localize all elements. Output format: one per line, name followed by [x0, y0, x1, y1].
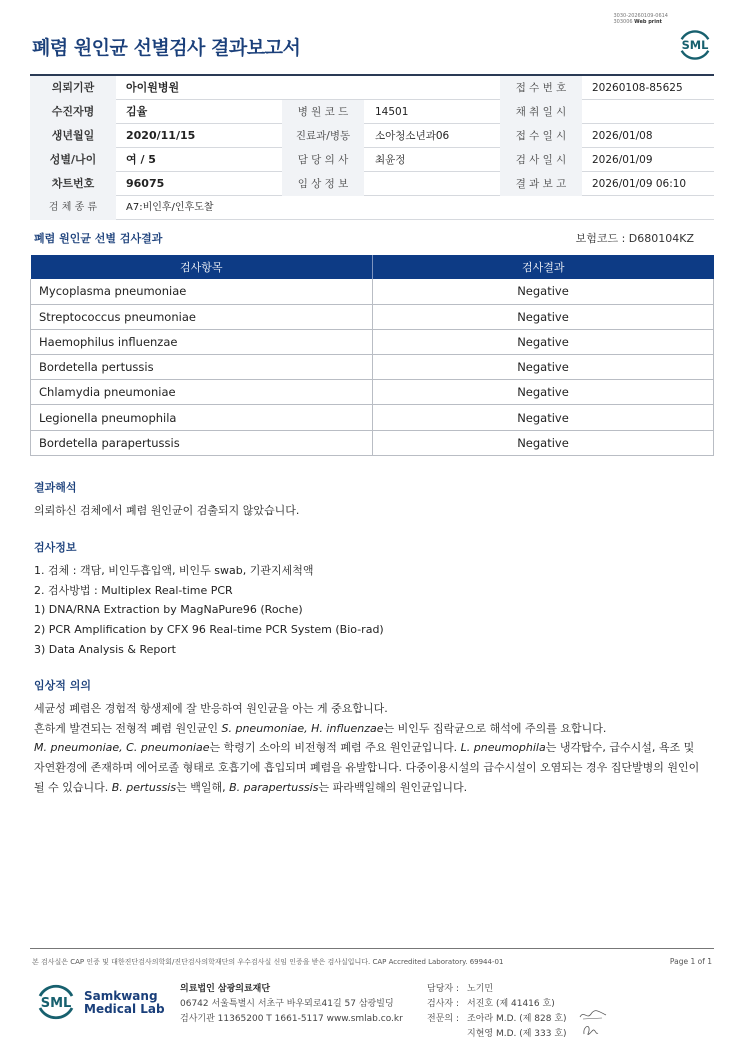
staff-name: 노기민: [467, 984, 494, 994]
interpretation-title: 결과해석: [34, 481, 77, 494]
doc-code-line-2: 303006: [613, 19, 633, 25]
clinical-organism: M. pneumoniae, C. pneumoniae: [34, 741, 210, 755]
test-item: Mycoplasma pneumoniae: [31, 279, 373, 304]
interpretation-section: [34, 478, 724, 521]
test-item: Bordetella pertussis: [31, 355, 373, 380]
info-value: 최윤정: [375, 154, 406, 166]
info-value: [375, 172, 500, 196]
info-label: 의뢰기관: [30, 76, 116, 100]
column-header-item: 검사항목: [31, 255, 373, 279]
clinical-organism: B. pertussis: [111, 780, 177, 794]
footer-divider: [30, 948, 714, 949]
info-value: 20260108-85625: [592, 82, 683, 94]
info-label: 담 당 의 사: [282, 148, 364, 172]
page-title: 폐렴 원인균 선별검사 결과보고서: [32, 37, 301, 59]
info-label: 임 상 정 보: [282, 172, 364, 196]
info-value: 2026/01/08: [592, 130, 653, 142]
clinical-line: 세균성 폐렴은 경험적 항생제에 잘 반응하여 원인균을 아는 게 중요합니다.: [34, 701, 388, 715]
staff-name: 조아라 M.D. (제 828 호): [467, 1014, 567, 1024]
table-row: [31, 329, 714, 354]
test-info-line: 2. 검사방법 : Multiplex Real-time PCR: [34, 583, 233, 597]
info-value: 2020/11/15: [126, 129, 196, 142]
test-info-line: 1. 검체 : 객담, 비인두흡입액, 비인두 swab, 기관지세척액: [34, 563, 314, 577]
info-label: 결 과 보 고: [500, 172, 582, 196]
clinical-line: 자연환경에 존재하며 에어로졸 형태로 호흡기에 흡입되며 폐렴을 유발합니다. 다중이용시설의 급수시설이 오염되는 경우 집단발병의 원인이: [34, 761, 700, 775]
table-row: [31, 355, 714, 380]
table-row: [31, 405, 714, 430]
test-info-line: 1) DNA/RNA Extraction by MagNaPure96 (Roche): [34, 603, 303, 617]
staff-row: [427, 997, 567, 1012]
sml-logo-icon: [34, 980, 78, 1024]
organization-info: [180, 982, 403, 1027]
info-value: 김율: [126, 105, 148, 118]
table-header-row: [31, 255, 714, 279]
info-value: 여 / 5: [126, 153, 156, 166]
clinical-line: [34, 738, 724, 758]
page-number: Page 1 of 1: [669, 957, 712, 966]
clinical-organism: S. pneumoniae, H. influenzae: [221, 721, 384, 735]
clinical-organism: L. pneumophila: [460, 741, 546, 755]
staff-row: [427, 982, 567, 997]
sml-logo-icon: [676, 26, 714, 64]
staff-role: 전문의 :: [427, 1014, 459, 1024]
clinical-line: [34, 719, 724, 739]
doc-code-line-1: 3030-20260109-0614: [613, 13, 668, 19]
org-address: 06742 서울특별시 서초구 바우뫼로41길 57 삼광빌딩: [180, 999, 394, 1009]
info-label: 차트번호: [30, 172, 116, 196]
clinical-text: 는 백일해,: [176, 780, 230, 794]
info-label: 성별/나이: [30, 148, 116, 172]
info-row: [30, 76, 714, 100]
staff-name: 지현영 M.D. (제 333 호): [467, 1029, 567, 1039]
staff-list: [427, 982, 567, 1042]
insurance-code: 보험코드 : D680104KZ: [575, 232, 694, 245]
test-result: Negative: [373, 329, 714, 354]
interpretation-text: 의뢰하신 검체에서 폐렴 원인균이 검출되지 않았습니다.: [34, 503, 300, 517]
table-row: [31, 430, 714, 455]
info-label: 생년월일: [30, 124, 116, 148]
test-info-line: 3) Data Analysis & Report: [34, 642, 176, 656]
test-info-line: 2) PCR Amplification by CFX 96 Real-time PCR System (Bio-rad): [34, 623, 384, 637]
test-result: Negative: [373, 279, 714, 304]
info-label: 채 취 일 시: [500, 100, 582, 124]
table-row: [31, 279, 714, 304]
document-code: [613, 13, 668, 25]
info-value: 14501: [375, 106, 409, 118]
clinical-text: 는 파라백일해의 원인균입니다.: [318, 780, 468, 794]
info-row: [30, 100, 714, 124]
info-row: [30, 172, 714, 196]
accreditation-note: 본 검사실은 CAP 인증 및 대한진단검사의학회/진단검사의학재단의 우수검사실 신임 인증을 받은 검사실입니다. CAP Accredited Laboratory. 69944-01: [32, 958, 504, 966]
info-row: [30, 148, 714, 172]
test-result: Negative: [373, 380, 714, 405]
test-item: Haemophilus influenzae: [31, 329, 373, 354]
info-label: 접 수 번 호: [500, 76, 582, 100]
test-result: Negative: [373, 304, 714, 329]
specimen-value: A7:비인후/인후도찰: [126, 202, 214, 213]
info-label: 수진자명: [30, 100, 116, 124]
info-value: [592, 100, 714, 124]
info-value: 2026/01/09: [592, 154, 653, 166]
table-row: [31, 380, 714, 405]
info-row: [30, 124, 714, 148]
staff-row: [427, 1012, 567, 1027]
clinical-text: 흔하게 발견되는 전형적 폐렴 원인균인: [34, 721, 222, 735]
info-label: 접 수 일 시: [500, 124, 582, 148]
info-row: [30, 196, 714, 220]
info-value: 96075: [126, 177, 165, 190]
clinical-text: 는 냉각탑수, 급수시설, 욕조 및: [545, 741, 695, 755]
clinical-section: [34, 676, 724, 798]
patient-info-table: [30, 74, 714, 220]
results-table: [30, 255, 714, 456]
info-label: 병 원 코 드: [282, 100, 364, 124]
org-contact: 검사기관 11365200 T 1661-5117 www.smlab.co.kr: [180, 1014, 403, 1024]
brand-name: [84, 990, 165, 1016]
clinical-text: 는 학령기 소아의 비전형적 폐렴 주요 원인균입니다.: [209, 741, 461, 755]
brand-line: Samkwang: [84, 989, 158, 1003]
clinical-text: 는 비인두 집락균으로 해석에 주의를 요합니다.: [383, 721, 607, 735]
test-item: Bordetella parapertussis: [31, 430, 373, 455]
test-item: Streptococcus pneumoniae: [31, 304, 373, 329]
clinical-organism: B. parapertussis: [229, 780, 319, 794]
svg-text:SML: SML: [40, 996, 72, 1011]
web-print-label: Web print: [634, 19, 662, 25]
info-value: 2026/01/09 06:10: [592, 178, 687, 190]
brand-line: Medical Lab: [84, 1002, 165, 1016]
clinical-title: 임상적 의의: [34, 679, 91, 692]
test-result: Negative: [373, 430, 714, 455]
test-info-section: [34, 538, 724, 660]
info-label: 검 사 일 시: [500, 148, 582, 172]
column-header-result: 검사결과: [373, 255, 714, 279]
test-result: Negative: [373, 405, 714, 430]
test-item: Chlamydia pneumoniae: [31, 380, 373, 405]
staff-role: 검사자 :: [427, 999, 459, 1009]
staff-role: 담당자 :: [427, 984, 459, 994]
test-result: Negative: [373, 355, 714, 380]
signature-icon: [580, 1022, 600, 1038]
specimen-label: 검 체 종 류: [30, 196, 116, 220]
staff-row: [427, 1027, 567, 1042]
test-item: Legionella pneumophila: [31, 405, 373, 430]
staff-name: 서진호 (제 41416 호): [467, 999, 555, 1009]
test-info-title: 검사정보: [34, 541, 77, 554]
clinical-text: 될 수 있습니다.: [34, 780, 112, 794]
table-row: [31, 304, 714, 329]
info-value: 소아청소년과06: [375, 130, 450, 142]
org-name: 의료법인 삼광의료재단: [180, 984, 271, 994]
svg-text:SML: SML: [681, 37, 709, 52]
results-section-title: 폐렴 원인균 선별 검사결과: [34, 232, 163, 245]
info-value: 아이원병원: [126, 81, 180, 94]
clinical-line: [34, 778, 724, 798]
info-label: 진료과/병동: [282, 124, 364, 148]
signature-icon: [578, 1008, 608, 1022]
